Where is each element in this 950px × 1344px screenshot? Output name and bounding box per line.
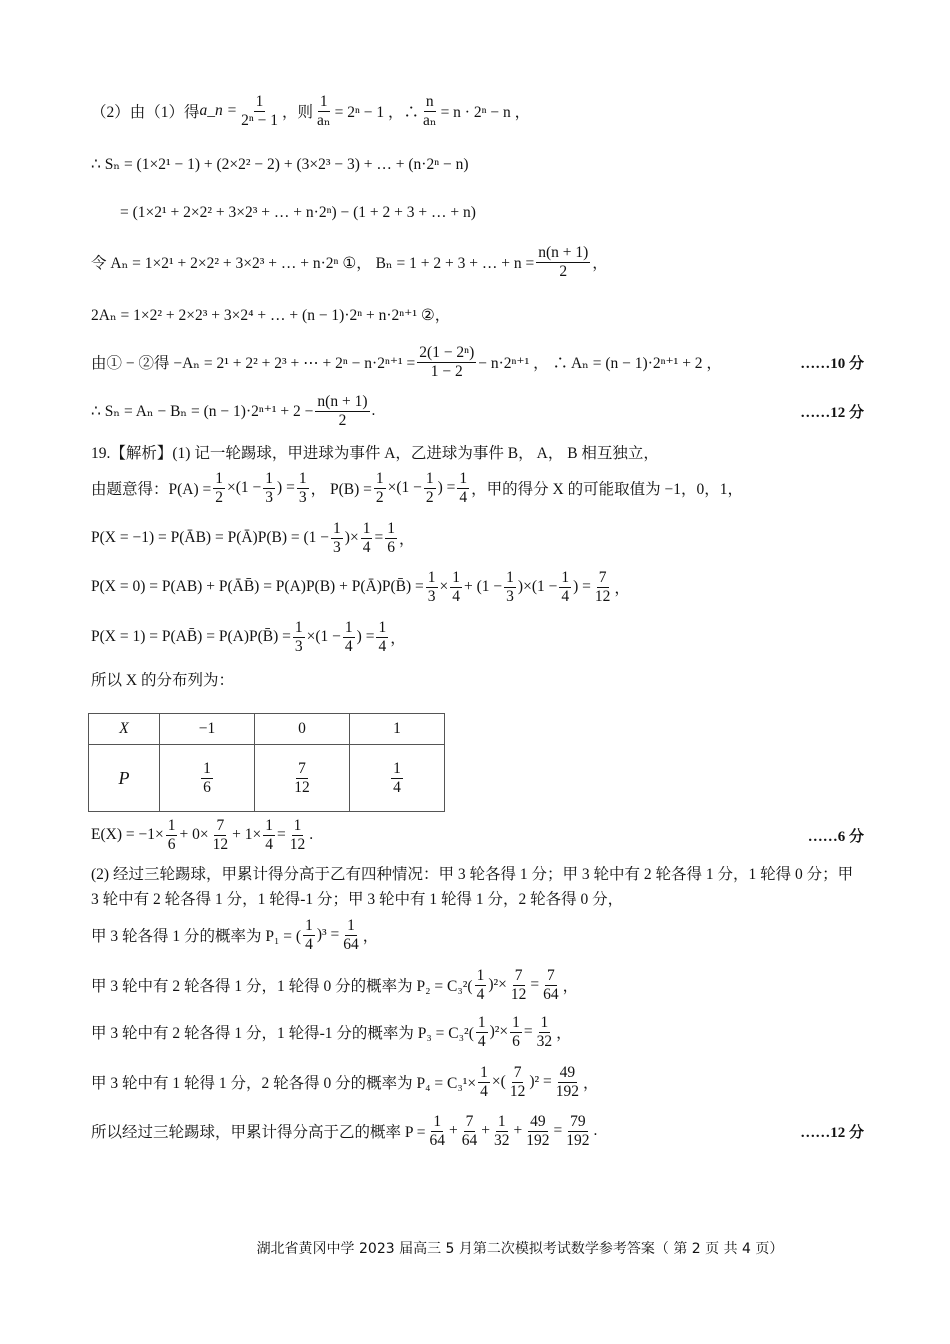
math: − n·2ⁿ⁺¹ ， ∴ Aₙ = (n − 1)·2ⁿ⁺¹ + 2 ， xyxy=(478,355,722,373)
score-mark: ……12 分 xyxy=(800,1124,864,1141)
solution-line xyxy=(91,1064,864,1101)
math: = xyxy=(530,976,540,994)
fraction: $\frac{1}{32}$ xyxy=(536,1014,553,1050)
table-row xyxy=(89,745,445,812)
math: = xyxy=(276,826,286,844)
fraction: $\frac{1}{2}$ xyxy=(375,470,384,506)
math: ∴ Sₙ = Aₙ − Bₙ = (n − 1)·2ⁿ⁺¹ + 2 − xyxy=(91,402,314,420)
math: ) = xyxy=(573,578,591,596)
paragraph xyxy=(91,862,864,912)
table-cell: 0 xyxy=(255,714,350,745)
fraction: $\frac{1}{2}$ xyxy=(425,470,434,506)
solution-line xyxy=(91,393,864,430)
fraction: $\frac{1}{6}$ xyxy=(387,520,395,556)
fraction: $\frac{79}{192}$ xyxy=(566,1113,590,1149)
table-row xyxy=(89,714,445,745)
solution-line xyxy=(91,244,864,281)
fraction: $\frac{1}{64}$ xyxy=(429,1113,446,1149)
math: 甲 3 轮中有 2 轮各得 1 分，1 轮得-1 分的概率为 P₃ = C₃²( xyxy=(91,1025,474,1043)
math: 由① − ②得 −Aₙ = 2¹ + 2² + 2³ + ⋯ + 2ⁿ − n·2ⁿ⁺¹ = xyxy=(91,355,416,373)
score-mark: ……6 分 xyxy=(807,828,864,845)
math: = xyxy=(374,529,384,547)
math: ) = xyxy=(356,628,375,646)
math: = 2ⁿ − 1 ，∴ xyxy=(334,104,419,122)
table-cell: X xyxy=(89,714,160,745)
solution-line xyxy=(91,1113,864,1150)
text: （2）由（1）得 xyxy=(91,104,200,122)
table-cell: P xyxy=(89,745,160,812)
fraction: $\frac{1}{32}$ xyxy=(494,1113,510,1149)
math: + 1× xyxy=(232,826,262,844)
fraction: $\frac{1}{2}$ xyxy=(215,470,224,506)
math: ×(1 − xyxy=(227,479,262,497)
math: )× xyxy=(344,529,359,547)
solution-line xyxy=(91,470,864,507)
text: . xyxy=(309,826,314,844)
table-cell: $\frac{1}{6}$ xyxy=(160,745,255,812)
fraction: $\frac{7}{12}$ xyxy=(594,569,611,605)
text: (2) 经过三轮踢球，甲累计得分高于乙有四种情况：甲 3 轮各得 1 分；甲 3 轮中有 2 轮各得 1 分，1 轮得 0 分；甲 3 轮中有 2 轮各得 1 分，1 轮得-1 分；甲 3 轮中有 1 轮得 1 分，2 轮各得 0 分， xyxy=(91,866,854,908)
math: ) = xyxy=(437,479,456,497)
table-cell: 1 xyxy=(350,714,445,745)
fraction: $\frac{1}{4}$ xyxy=(452,569,461,605)
text: ， xyxy=(614,580,630,598)
fraction: $\frac{1}{4}$ xyxy=(480,1064,488,1100)
fraction: $\frac{1}{3}$ xyxy=(506,569,514,605)
table-cell: −1 xyxy=(160,714,255,745)
fraction: $\frac{\text{2(1 − 2ⁿ)}}{1 - 2}$ xyxy=(419,344,475,380)
score-mark: ……10 分 xyxy=(800,355,864,372)
text: ， xyxy=(583,1075,599,1093)
fraction: $\frac{n(n + 1)}{2}$ xyxy=(317,393,368,429)
math: ×(1 − xyxy=(387,479,422,497)
solution-line xyxy=(91,303,864,325)
math: )³ = xyxy=(316,926,340,944)
math: 甲 3 轮中有 2 轮各得 1 分，1 轮得 0 分的概率为 P₂ = C₃²( xyxy=(91,978,473,996)
math: + (1 − xyxy=(464,578,503,596)
fraction: $\frac{n}{\text{aₙ}}$ xyxy=(422,93,437,129)
fraction: $\frac{1}{3}$ xyxy=(265,470,274,506)
fraction: $\frac{7}{64}$ xyxy=(461,1113,478,1149)
fraction: $\frac{7}{12}$ xyxy=(510,967,527,1003)
math: )×(1 − xyxy=(517,578,558,596)
math: = xyxy=(523,1023,533,1041)
table-cell: $\frac{7}{12}$ xyxy=(255,745,350,812)
solution-line xyxy=(91,520,864,557)
text: ， xyxy=(562,978,579,996)
math: 甲 3 轮各得 1 分的概率为 P₁ = ( xyxy=(91,928,302,946)
fraction: $\frac{1}{4}$ xyxy=(265,817,273,853)
text: ， xyxy=(362,928,379,946)
table-cell: $\frac{1}{4}$ xyxy=(350,745,445,812)
text: 所以 X 的分布列为： xyxy=(91,672,234,689)
solution-line xyxy=(91,817,864,854)
math: P(X = −1) = P(ĀB) = P(Ā)P(B) = (1 − xyxy=(91,529,330,547)
math: 所以经过三轮踢球，甲累计得分高于乙的概率 P = xyxy=(91,1124,426,1142)
fraction: $\frac{1}{3}$ xyxy=(298,470,307,506)
fraction: $\frac{1}{4}$ xyxy=(305,917,313,953)
fraction: $\frac{1}{4}$ xyxy=(477,1014,486,1050)
fraction: $\frac{1}{3}$ xyxy=(427,569,436,605)
math: + xyxy=(513,1122,523,1140)
fraction: $\frac{49}{192}$ xyxy=(526,1113,550,1149)
fraction: $\frac{1}{\text{aₙ}}$ xyxy=(317,93,331,129)
text: ， xyxy=(390,630,406,648)
solution-line xyxy=(91,155,864,174)
solution-line xyxy=(91,668,864,690)
math: )²× xyxy=(488,976,507,994)
math: 2Aₙ = 1×2² + 2×2³ + 3×2⁴ + … + (n − 1)·2ⁿ + n·2ⁿ⁺¹ ②， xyxy=(91,307,451,324)
math: )²× xyxy=(489,1023,509,1041)
score-mark: ……12 分 xyxy=(800,404,864,421)
math: + 0× xyxy=(179,826,209,844)
solution-line xyxy=(120,204,864,222)
math: = (1×2¹ + 2×2² + 3×2³ + … + n·2ⁿ) − (1 + 2 + 3 + … + n) xyxy=(120,204,476,221)
math: ， P(B) = xyxy=(310,481,372,499)
fraction: $\frac{1}{\text{2ⁿ − 1}}$ xyxy=(241,93,278,129)
math: + xyxy=(449,1122,458,1140)
fraction: $\frac{1}{3}$ xyxy=(294,619,303,655)
math: × xyxy=(439,578,449,596)
math: 由题意得：P(A) = xyxy=(91,481,212,499)
solution-line xyxy=(91,917,864,954)
solution-line xyxy=(91,93,864,130)
fraction: $\frac{1}{3}$ xyxy=(333,520,341,556)
fraction: $\frac{1}{6}$ xyxy=(512,1014,520,1050)
fraction: $\frac{1}{6}$ xyxy=(167,817,176,853)
fraction: $\frac{7}{12}$ xyxy=(509,1064,526,1100)
math: = xyxy=(553,1122,563,1140)
solution-line xyxy=(91,569,864,606)
question-heading xyxy=(91,441,864,463)
fraction: $\frac{1}{4}$ xyxy=(561,569,570,605)
math: E(X) = −1× xyxy=(91,826,164,844)
fraction: $\frac{7}{12}$ xyxy=(212,817,229,853)
fraction: $\frac{7}{64}$ xyxy=(543,967,559,1003)
solution-line xyxy=(91,344,864,381)
math: ×(1 − xyxy=(306,628,341,646)
math: ∴ Sₙ = (1×2¹ − 1) + (2×2² − 2) + (3×2³ − 3) + … + (n·2ⁿ − n) xyxy=(91,156,469,173)
solution-line xyxy=(91,967,864,1004)
math: P(X = 0) = P(AB) + P(ĀB̄) = P(A)P(B) + P(Ā)P(B̄) = xyxy=(91,578,424,596)
math: + xyxy=(481,1122,491,1140)
text: 19.【解析】(1) 记一轮踢球，甲进球为事件 A，乙进球为事件 B， A， B 相互独立， xyxy=(91,445,659,462)
math: P(X = 1) = P(AB̄) = P(A)P(B̄) = xyxy=(91,628,291,646)
math: a_n = xyxy=(199,102,238,120)
math: 甲 3 轮中有 1 轮得 1 分，2 轮各得 0 分的概率为 P₄ = C₃¹× xyxy=(91,1075,477,1093)
fraction: $\frac{1}{4}$ xyxy=(378,619,387,655)
text: ，则 xyxy=(281,104,313,122)
fraction: $\frac{49}{192}$ xyxy=(555,1064,579,1100)
solution-line xyxy=(91,1014,864,1051)
math: = n · 2ⁿ − n ， xyxy=(440,104,531,122)
fraction: $\frac{n(n + 1)}{2}$ xyxy=(538,244,589,280)
text: . xyxy=(593,1122,598,1140)
math: ×( xyxy=(491,1073,506,1091)
solution-line xyxy=(91,619,864,656)
fraction: $\frac{1}{64}$ xyxy=(343,917,359,953)
math: )² = xyxy=(529,1073,552,1091)
fraction: $\frac{1}{4}$ xyxy=(344,619,353,655)
math: 令 Aₙ = 1×2¹ + 2×2² + 3×2³ + … + n·2ⁿ ①， Bₙ = 1 + 2 + 3 + … + n = xyxy=(91,255,535,273)
text: . xyxy=(371,402,376,420)
math: ) = xyxy=(277,479,295,497)
distribution-table xyxy=(88,713,445,812)
fraction: $\frac{1}{12}$ xyxy=(289,817,306,853)
fraction: $\frac{1}{4}$ xyxy=(476,967,485,1003)
text: ，甲的得分 X 的可能取值为 −1，0，1， xyxy=(471,481,743,499)
fraction: $\frac{1}{4}$ xyxy=(459,470,468,506)
text: ， xyxy=(556,1025,572,1043)
text: ， xyxy=(592,255,608,273)
text: ， xyxy=(398,531,415,549)
fraction: $\frac{1}{4}$ xyxy=(362,520,371,556)
page-footer: 湖北省黄冈中学 2023 届高三 5 月第二次模拟考试数学参考答案（ 第 2 页 共 4 页） xyxy=(256,1241,784,1257)
